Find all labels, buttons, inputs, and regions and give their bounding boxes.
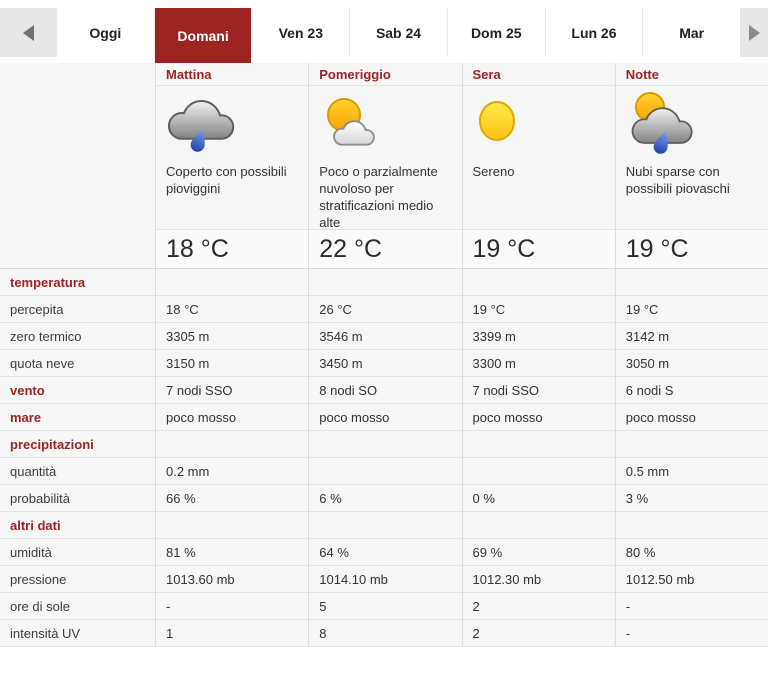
table-row-mare [0,404,768,431]
row-label: quota neve [0,350,155,377]
row-label: ore di sole [0,593,155,620]
cell: 18 °C [155,296,308,323]
daypart-header-row [0,63,768,86]
empty-corner-cell [0,63,155,86]
cell: 1014.10 mb [308,566,461,593]
sun-small-cloud-icon [309,86,461,162]
row-label: quantità [0,458,155,485]
cell: poco mosso [308,404,461,431]
table-row-vento [0,377,768,404]
column-header-mattina: Mattina [155,63,308,86]
weather-description: Nubi sparse con possibili piovaschi [625,164,730,196]
tab-oggi[interactable]: Oggi [57,8,154,57]
cell [308,458,461,485]
row-label: pressione [0,566,155,593]
cell [155,512,308,539]
cell: 19 °C [462,296,615,323]
cell: 3300 m [462,350,615,377]
cell: 1012.50 mb [615,566,768,593]
cell: poco mosso [462,404,615,431]
row-label: precipitazioni [0,431,155,458]
cell: - [155,593,308,620]
temp-notte: 19 °C [615,229,768,269]
table-row-intensita-uv [0,620,768,647]
cell: 3399 m [462,323,615,350]
cell: poco mosso [615,404,768,431]
table-row-precipitazioni [0,431,768,458]
cell: - [615,620,768,647]
cell: 3 % [615,485,768,512]
cell [615,512,768,539]
summary-notte [615,86,768,229]
weather-description: Sereno [472,164,515,179]
weather-description: Coperto con possibili pioviggini [166,164,287,196]
cell: 8 nodi SO [308,377,461,404]
row-label: zero termico [0,323,155,350]
row-label: intensità UV [0,620,155,647]
cell: 0 % [462,485,615,512]
table-row-probabilita [0,485,768,512]
row-label: altri dati [0,512,155,539]
row-label: probabilità [0,485,155,512]
forecast-table [0,63,768,647]
cloud-drizzle-icon [156,86,308,162]
table-row-ore-di-sole [0,593,768,620]
day-tabs [57,8,740,57]
table-row-pressione [0,566,768,593]
cell [308,431,461,458]
row-label: percepita [0,296,155,323]
next-day-button[interactable] [740,8,768,57]
cell: - [615,593,768,620]
tab-domani[interactable]: Domani [154,8,252,63]
table-row-quota-neve [0,350,768,377]
column-header-sera: Sera [462,63,615,86]
table-row-umidita [0,539,768,566]
cell: 7 nodi SSO [155,377,308,404]
table-row-temperatura [0,269,768,296]
empty-label-cell [0,229,155,269]
cell: 69 % [462,539,615,566]
cell: 64 % [308,539,461,566]
cell: 3305 m [155,323,308,350]
row-label: vento [0,377,155,404]
cell: 6 % [308,485,461,512]
cell [462,269,615,296]
summary-sera [462,86,615,229]
table-row-quantita [0,458,768,485]
summary-mattina [155,86,308,229]
empty-label-cell [0,86,155,229]
cell: 2 [462,620,615,647]
row-label: umidità [0,539,155,566]
column-header-notte: Notte [615,63,768,86]
tab-sab-24[interactable]: Sab 24 [349,8,447,57]
cell: 8 [308,620,461,647]
left-arrow-icon [23,25,34,41]
cell: 3546 m [308,323,461,350]
cell: 1 [155,620,308,647]
row-label: temperatura [0,269,155,296]
cell: 1013.60 mb [155,566,308,593]
cell: 66 % [155,485,308,512]
cell: 80 % [615,539,768,566]
tab-dom-25[interactable]: Dom 25 [447,8,545,57]
cell: 26 °C [308,296,461,323]
cell: 0.2 mm [155,458,308,485]
cell: 19 °C [615,296,768,323]
temp-pomeriggio: 22 °C [308,229,461,269]
cell [308,512,461,539]
day-tab-bar [0,8,768,57]
temp-sera: 19 °C [462,229,615,269]
cell: 5 [308,593,461,620]
tab-mar[interactable]: Mar [642,8,740,57]
cell [462,458,615,485]
cell: poco mosso [155,404,308,431]
table-row-zero-termico [0,323,768,350]
cell: 3450 m [308,350,461,377]
sun-cloud-rain-icon [616,86,768,162]
right-arrow-icon [749,25,760,41]
cell: 1012.30 mb [462,566,615,593]
cell: 3150 m [155,350,308,377]
cell: 2 [462,593,615,620]
prev-day-button[interactable] [0,8,57,57]
cell [615,269,768,296]
cell: 7 nodi SSO [462,377,615,404]
column-header-pomeriggio: Pomeriggio [308,63,461,86]
table-row-percepita [0,296,768,323]
cell [308,269,461,296]
cell: 6 nodi S [615,377,768,404]
tab-ven-23[interactable]: Ven 23 [251,8,349,57]
tab-lun-26[interactable]: Lun 26 [545,8,643,57]
sun-icon [463,86,615,162]
temp-mattina: 18 °C [155,229,308,269]
summary-pomeriggio [308,86,461,229]
weather-summary-row [0,86,768,229]
table-row-altri-dati [0,512,768,539]
cell [462,512,615,539]
forecast-widget [0,8,768,661]
cell: 81 % [155,539,308,566]
cell: 3142 m [615,323,768,350]
cell [462,431,615,458]
row-label: mare [0,404,155,431]
cell: 0.5 mm [615,458,768,485]
cell [155,269,308,296]
weather-description: Poco o parzialmente nuvoloso per stratificazioni medio alte [319,164,438,229]
cell: 3050 m [615,350,768,377]
cell [615,431,768,458]
temperature-row [0,229,768,269]
bottom-spacer [0,647,768,661]
cell [155,431,308,458]
